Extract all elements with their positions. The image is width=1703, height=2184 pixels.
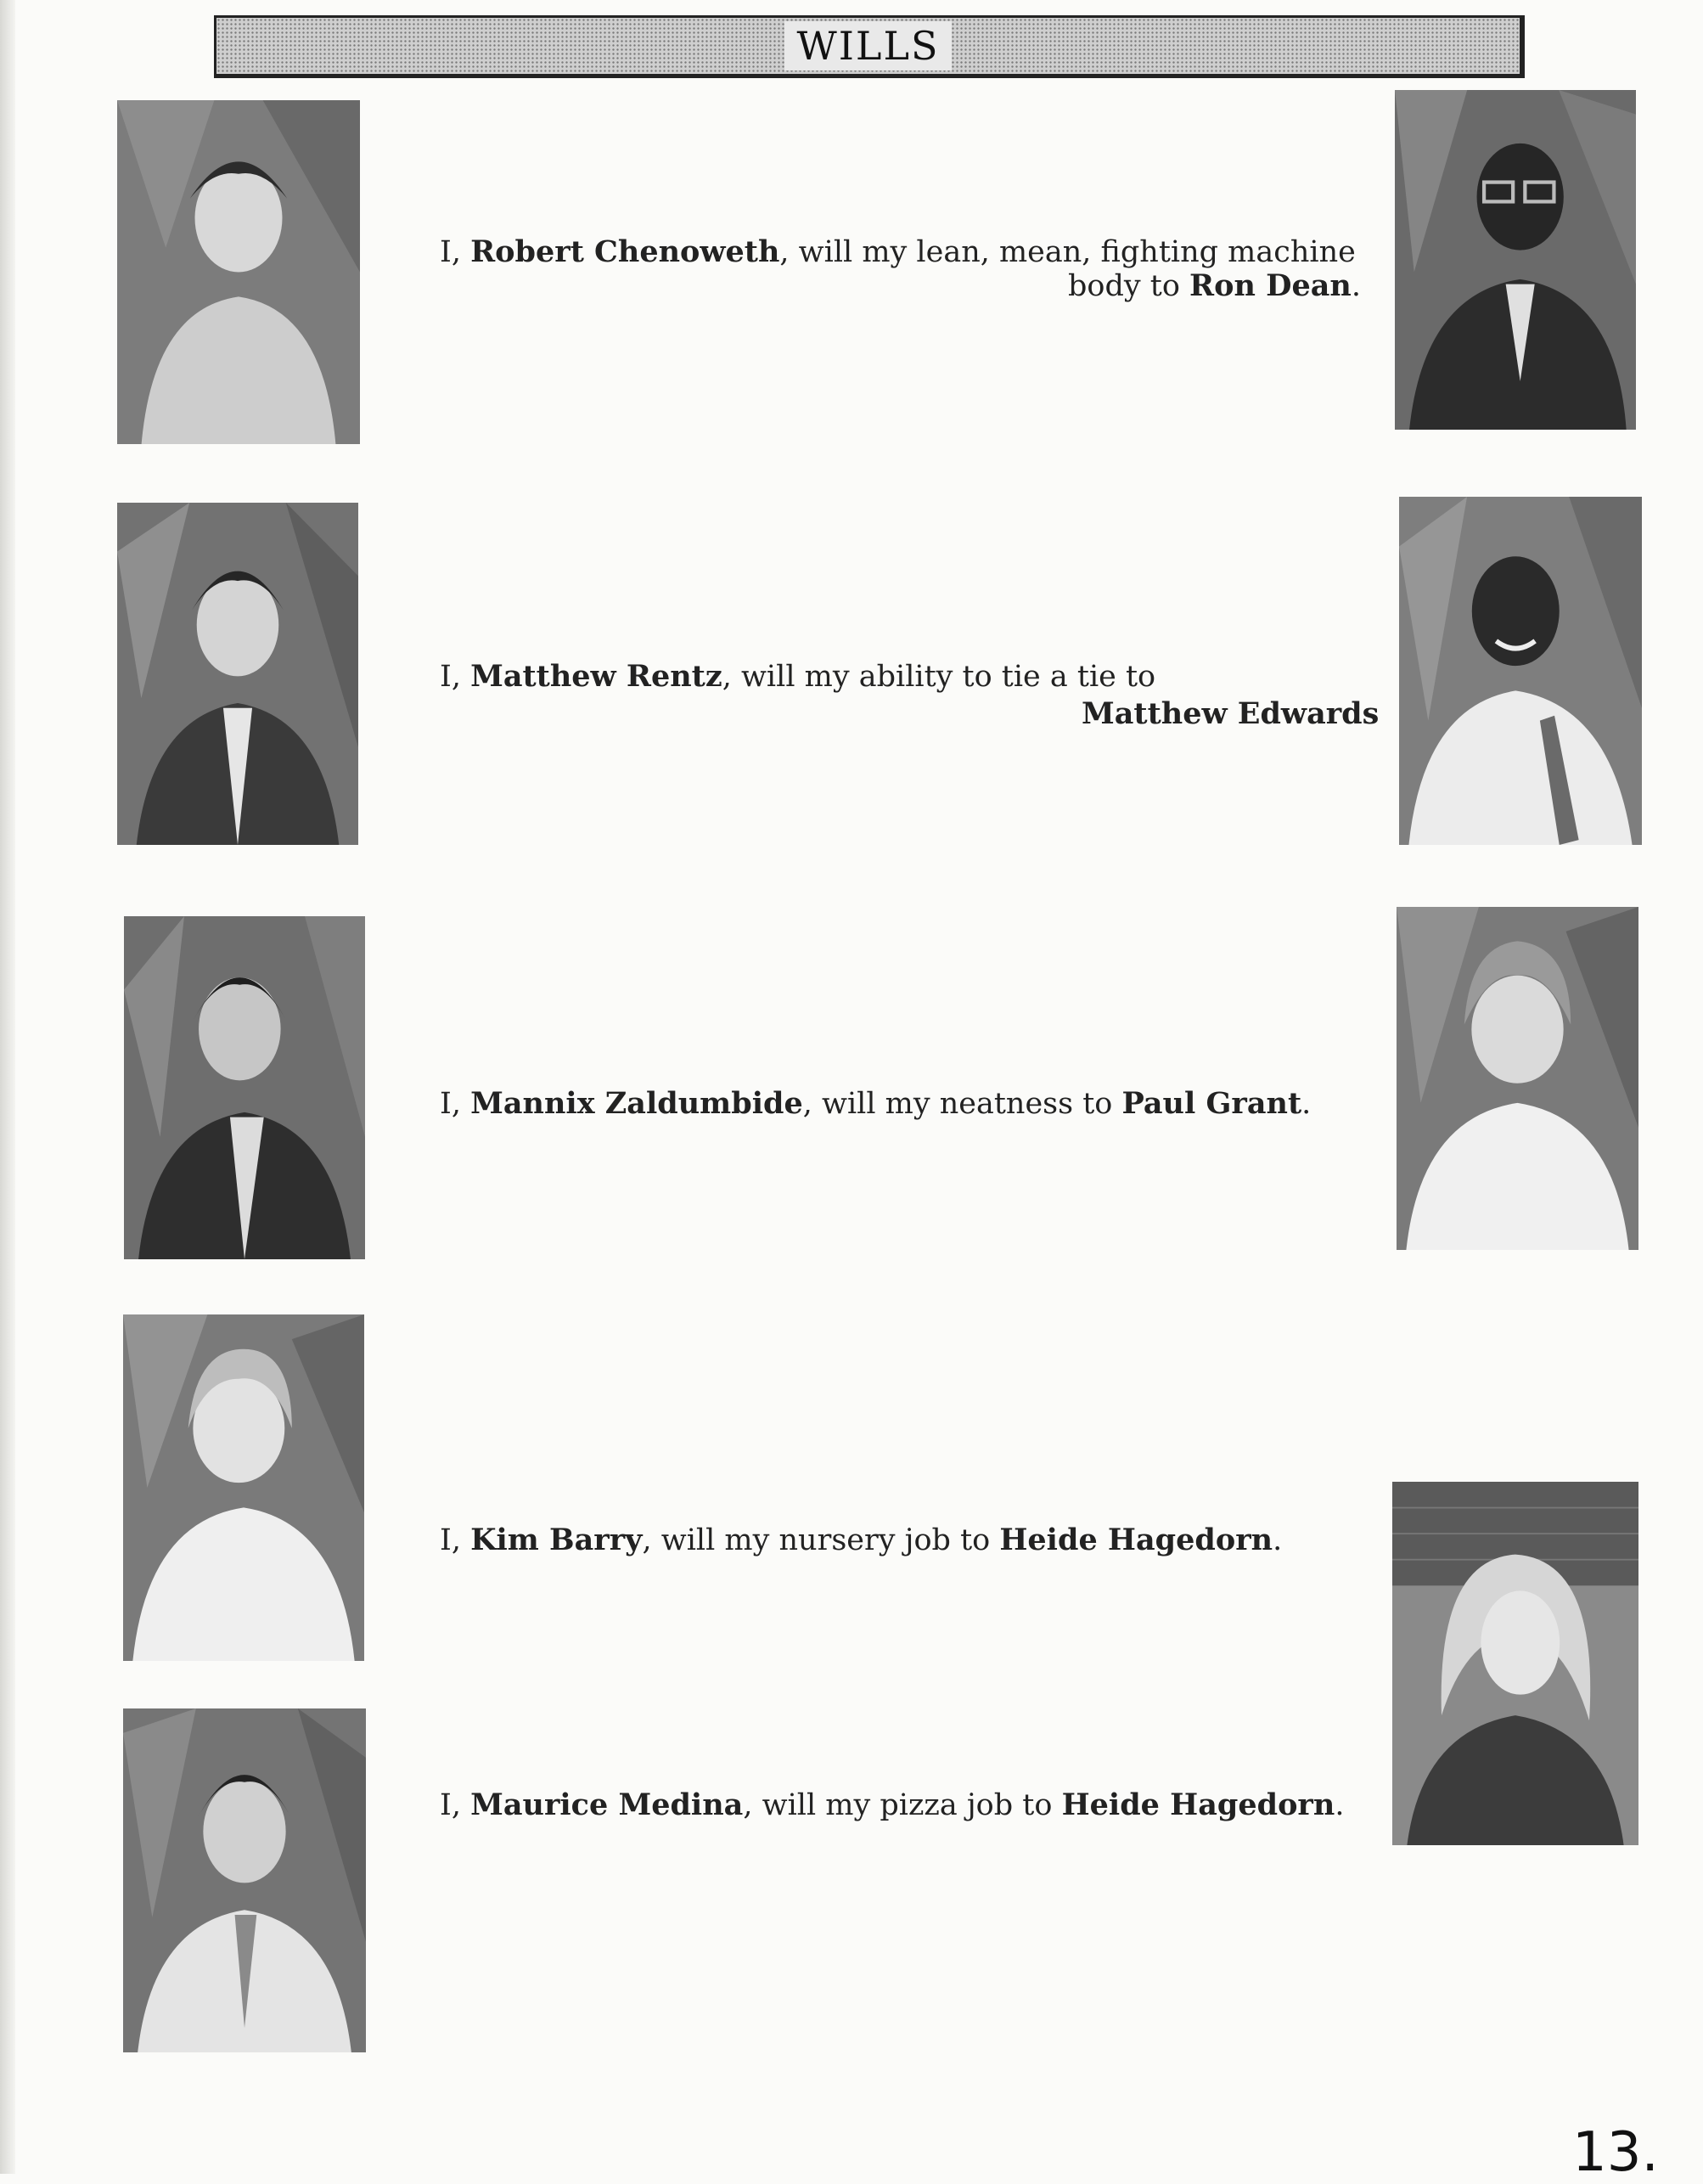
will-end: . [1351, 269, 1361, 303]
will-intro: I, [440, 1788, 471, 1822]
portrait-robert-chenoweth [117, 100, 360, 444]
portrait-matthew-edwards [1399, 497, 1642, 845]
portrait-heide-hagedorn [1392, 1482, 1638, 1845]
will-giver-name: Robert Chenoweth [470, 234, 780, 269]
will-intro: I, [440, 1087, 471, 1121]
will-recipient-name: Heide Hagedorn [1061, 1787, 1335, 1822]
will-giver-name: Matthew Rentz [470, 659, 722, 694]
will-recipient-name: Paul Grant [1121, 1086, 1302, 1121]
will-text: , will my pizza job to [743, 1788, 1062, 1822]
will-intro: I, [440, 1523, 471, 1557]
will-intro: I, [440, 660, 471, 694]
will-text: , will my neatness to [802, 1087, 1122, 1121]
will-giver-name: Maurice Medina [470, 1787, 744, 1822]
will-cont-text: body to [1068, 269, 1190, 303]
portrait-matthew-rentz [117, 503, 358, 845]
will-entry [440, 1085, 1311, 1123]
will-entry [440, 658, 1155, 695]
will-continuation [1082, 696, 1379, 731]
will-text: , will my ability to tie a tie to [722, 660, 1156, 694]
will-text: , will my lean, mean, fighting machine [779, 235, 1356, 269]
will-end: . [1335, 1788, 1345, 1822]
will-end: . [1273, 1523, 1283, 1557]
page-binding-edge [0, 0, 15, 2174]
portrait-maurice-medina [123, 1708, 366, 2052]
portrait-ron-dean [1395, 90, 1636, 430]
portrait-paul-grant [1397, 907, 1638, 1250]
will-intro: I, [440, 235, 471, 269]
will-entry [440, 1787, 1344, 1824]
will-text: , will my nursery job to [642, 1523, 1000, 1557]
portrait-mannix-zaldumbide [124, 916, 365, 1259]
will-recipient-name: Heide Hagedorn [999, 1523, 1273, 1557]
will-recipient-name: Ron Dean [1189, 268, 1352, 303]
will-continuation [1068, 268, 1361, 303]
will-giver-name: Kim Barry [470, 1523, 643, 1557]
portrait-kim-barry [123, 1314, 364, 1661]
page-number: 13. [1572, 2121, 1659, 2184]
will-entry [440, 234, 1356, 271]
will-entry [440, 1522, 1282, 1559]
will-giver-name: Mannix Zaldumbide [470, 1086, 803, 1121]
will-recipient-name: Matthew Edwards [1082, 696, 1380, 731]
title-banner [214, 15, 1525, 78]
page-title: WILLS [784, 21, 951, 70]
will-end: . [1301, 1087, 1312, 1121]
